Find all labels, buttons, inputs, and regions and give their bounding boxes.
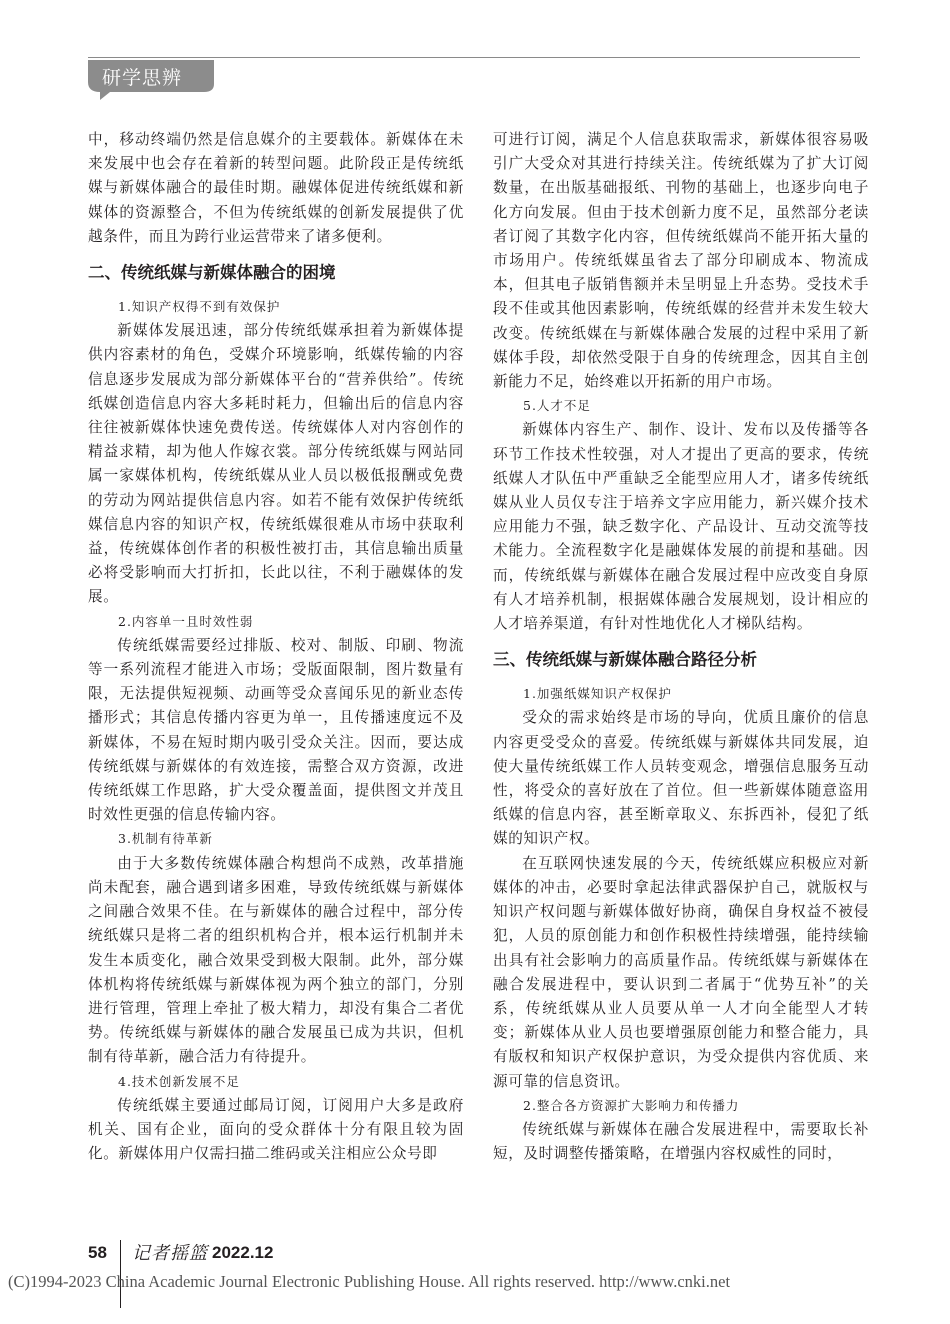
body-paragraph: 新媒体发展迅速，部分传统纸媒承担着为新媒体提供内容素材的角色，受媒介环境影响，纸媒传输的内容信息逐步发展成为部分新媒体平台的“营养供给”。传统纸媒创造信息内容大多耗时耗力，但输出后的信息内容往往被新媒体快速免费传送。传统媒体人对内容创作的精益求精，却为他人作嫁衣裳。部分传统纸媒与网站同属一家媒体机构，传统纸媒从业人员以极低报酬或免费的劳动为网站提供信息内容。如若不能有效保护传统纸媒信息内容的知识产权，传统纸媒很难从市场中获取利益，传统媒体创作者的积极性被打击，其信息输出质量必将受影响而大打折扣，长此以往，不利于融媒体的发展。 bbox=[88, 322, 464, 606]
subsection-heading: 2.内容单一且时效性弱 bbox=[118, 613, 254, 629]
body-paragraph: 中，移动终端仍然是信息媒介的主要载体。新媒体在未来发展中也会存在着新的转型问题。此阶段正是传统纸媒与新媒体融合的最佳时期。融媒体促进传统纸媒和新媒体的资源整合，不但为传统纸媒的创新发展提供了优越条件，而且为跨行业运营带来了诸多便利。 bbox=[88, 131, 464, 245]
page-number: 58 bbox=[88, 1243, 107, 1262]
right-column bbox=[493, 128, 869, 1166]
subsection-heading: 1.加强纸媒知识产权保护 bbox=[523, 686, 672, 702]
section-tab bbox=[88, 60, 214, 100]
body-paragraph: 传统纸媒需要经过排版、校对、制版、印刷、物流等一系列流程才能进入市场；受版面限制，图片数量有限，无法提供短视频、动画等受众喜闻乐见的新业态传播形式；其信息传播内容更为单一，且传播速度远不及新媒体，不易在短时期内吸引受众关注。因而，要达成传统纸媒与新媒体的有效连接，需整合双方资源，改进传统纸媒工作思路，扩大受众覆盖面，提供图文并茂且时效性更强的信息传输内容。 bbox=[88, 636, 464, 824]
issue-label: 2022.12 bbox=[212, 1243, 274, 1262]
subsection-heading: 3.机制有待革新 bbox=[118, 831, 213, 847]
body-paragraph: 受众的需求始终是市场的导向，优质且廉价的信息内容更受受众的喜爱。传统纸媒与新媒体共同发展，迫使大量传统纸媒工作人员转变观念，增强信息服务互动性，将受众的喜好放在了首位。但一些新媒体随意盗用纸媒的信息内容，甚至断章取义、东拆西补，侵犯了纸媒的知识产权。 bbox=[493, 709, 869, 848]
section-tab-label: 研学思辨 bbox=[102, 67, 183, 89]
section-heading: 三、传统纸媒与新媒体融合路径分析 bbox=[493, 650, 757, 670]
copyright-line: (C)1994-2023 China Academic Journal Electronic Publishing House. All rights reserved. http://www.cnki.net bbox=[8, 1272, 731, 1291]
section-heading: 二、传统纸媒与新媒体融合的困境 bbox=[88, 263, 336, 283]
subsection-heading: 4.技术创新发展不足 bbox=[118, 1073, 240, 1089]
header-rule bbox=[88, 57, 860, 58]
subsection-heading: 1.知识产权得不到有效保护 bbox=[118, 299, 281, 315]
left-column bbox=[88, 128, 464, 1166]
body-paragraph: 可进行订阅，满足个人信息获取需求，新媒体很容易吸引广大受众对其进行持续关注。传统纸媒为了扩大订阅数量，在出版基础报纸、刊物的基础上，也逐步向电子化方向发展。但由于技术创新力度不足，虽然部分老读者订阅了其数字化内容，但传统纸媒尚不能开拓大量的市场用户。传统纸媒虽省去了部分印刷成本、物流成本，但其电子版销售额并未呈明显上升态势。受技术手段不佳或其他因素影响，传统纸媒的经营并未发生较大改变。传统纸媒在与新媒体融合发展的过程中采用了新媒体手段，却依然受限于自身的传统理念，因其自主创新能力不足，始终难以开拓新的用户市场。 bbox=[493, 131, 869, 391]
body-paragraph: 由于大多数传统媒体融合构想尚不成熟，改革措施尚未配套，融合遇到诸多困难，导致传统纸媒与新媒体之间融合效果不佳。在与新媒体的融合过程中，部分传统纸媒只是将二者的组织机构合并，根本运行机制并未发生本质变化，融合效果受到极大限制。此外，部分媒体机构将传统纸媒与新媒体视为两个独立的部门，分别进行管理，管理上牵扯了极大精力，却没有集合二者优势。传统纸媒与新媒体的融合发展虽已成为共识，但机制有待革新，融合活力有待提升。 bbox=[88, 854, 464, 1066]
body-paragraph: 传统纸媒主要通过邮局订阅，订阅用户大多是政府机关、国有企业，面向的受众群体十分有限且较为固化。新媒体用户仅需扫描二维码或关注相应公众号即 bbox=[88, 1096, 464, 1163]
subsection-heading: 2.整合各方资源扩大影响力和传播力 bbox=[523, 1097, 740, 1113]
journal-logo: 记者摇篮 bbox=[132, 1243, 208, 1264]
body-paragraph: 在互联网快速发展的今天，传统纸媒应积极应对新媒体的冲击，必要时拿起法律武器保护自己，就版权与知识产权问题与新媒体做好协商，确保自身权益不被侵犯，人员的原创能力和创作积极性持续增强，能持续输出具有社会影响力的高质量作品。传统纸媒与新媒体在融合发展进程中，要认识到二者属于“优势互补”的关系，传统纸媒从业人员要从单一人才向全能型人才转变；新媒体从业人员也要增强原创能力和整合能力，具有版权和知识产权保护意识，为受众提供内容优质、来源可靠的信息资讯。 bbox=[493, 854, 869, 1090]
subsection-heading: 5.人才不足 bbox=[523, 398, 591, 414]
body-paragraph: 传统纸媒与新媒体在融合发展进程中，需要取长补短，及时调整传播策略，在增强内容权威性的同时， bbox=[493, 1120, 869, 1163]
body-paragraph: 新媒体内容生产、制作、设计、发布以及传播等各环节工作技术性较强，对人才提出了更高的要求，传统纸媒人才队伍中严重缺乏全能型应用人才，诸多传统纸媒从业人员仅专注于培养文字应用能力，新兴媒介技术应用能力不强，缺乏数字化、产品设计、互动交流等技术能力。全流程数字化是融媒体发展的前提和基础。因而，传统纸媒与新媒体在融合发展过程中应改变自身原有人才培养机制，根据媒体融合发展规划，设计相应的人才培养渠道，有针对性地优化人才梯队结构。 bbox=[493, 421, 869, 633]
